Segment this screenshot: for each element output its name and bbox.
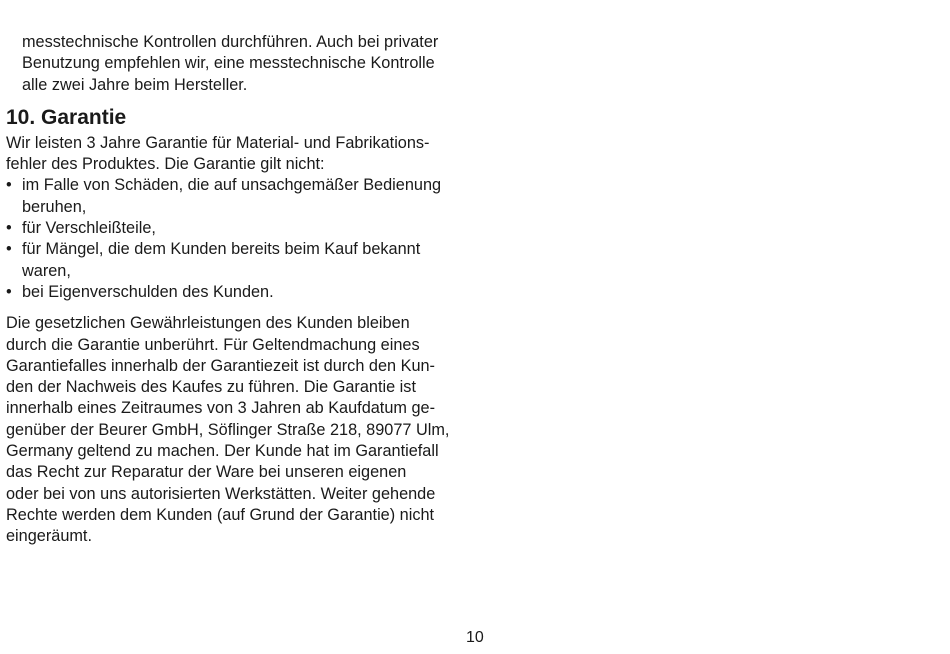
section-heading: 10. Garantie xyxy=(6,105,127,129)
paragraph-line: durch die Garantie unberührt. Für Geltendmachung eines xyxy=(6,335,420,354)
page-number: 10 xyxy=(466,629,484,646)
paragraph-line: genüber der Beurer GmbH, Söflinger Straße 218, 89077 Ulm, xyxy=(6,420,450,439)
list-item-line: bei Eigenverschulden des Kunden. xyxy=(22,282,274,301)
bullet-icon: • xyxy=(6,282,12,301)
paragraph-line: innerhalb eines Zeitraumes von 3 Jahren ab Kaufdatum ge- xyxy=(6,399,435,418)
paragraph-line: Germany geltend zu machen. Der Kunde hat im Garantiefall xyxy=(6,442,439,461)
intro-line: alle zwei Jahre beim Hersteller. xyxy=(22,75,248,94)
paragraph-line: oder bei von uns autorisierten Werkstätten. Weiter gehende xyxy=(6,484,436,503)
list-item xyxy=(6,282,476,303)
intro-paragraph xyxy=(6,32,476,96)
intro-line: messtechnische Kontrollen durchführen. Auch bei privater xyxy=(22,33,439,51)
paragraph-line: Rechte werden dem Kunden (auf Grund der Garantie) nicht xyxy=(6,505,435,524)
list-item xyxy=(6,175,476,218)
list-item xyxy=(6,218,476,239)
paragraph-line: Die gesetzlichen Gewährleistungen des Kunden bleiben xyxy=(6,314,410,333)
guarantee-paragraph xyxy=(6,133,476,176)
warranty-rights-paragraph xyxy=(6,313,476,547)
list-item-line: für Verschleißteile, xyxy=(22,219,156,238)
paragraph-line: eingeräumt. xyxy=(6,527,92,546)
paragraph-line: Wir leisten 3 Jahre Garantie für Material- und Fabrikations- xyxy=(6,133,430,152)
intro-line: Benutzung empfehlen wir, eine messtechnische Kontrolle xyxy=(22,54,435,73)
exclusion-list xyxy=(6,175,476,303)
paragraph-line: Garantiefalles innerhalb der Garantiezeit ist durch den Kun- xyxy=(6,356,435,375)
bullet-icon: • xyxy=(6,219,12,238)
list-item-line: waren, xyxy=(22,261,71,280)
bullet-icon: • xyxy=(6,240,12,259)
list-item-line: für Mängel, die dem Kunden bereits beim Kauf bekannt xyxy=(22,240,421,259)
bullet-icon: • xyxy=(6,176,12,195)
list-item xyxy=(6,239,476,282)
paragraph-line: das Recht zur Reparatur der Ware bei unseren eigenen xyxy=(6,463,407,482)
list-item-line: im Falle von Schäden, die auf unsachgemäßer Bedienung xyxy=(22,176,442,195)
paragraph-line: den der Nachweis des Kaufes zu führen. Die Garantie ist xyxy=(6,378,416,397)
paragraph-line: fehler des Produktes. Die Garantie gilt nicht: xyxy=(6,155,325,174)
list-item-line: beruhen, xyxy=(22,197,87,216)
text-column xyxy=(6,32,476,548)
